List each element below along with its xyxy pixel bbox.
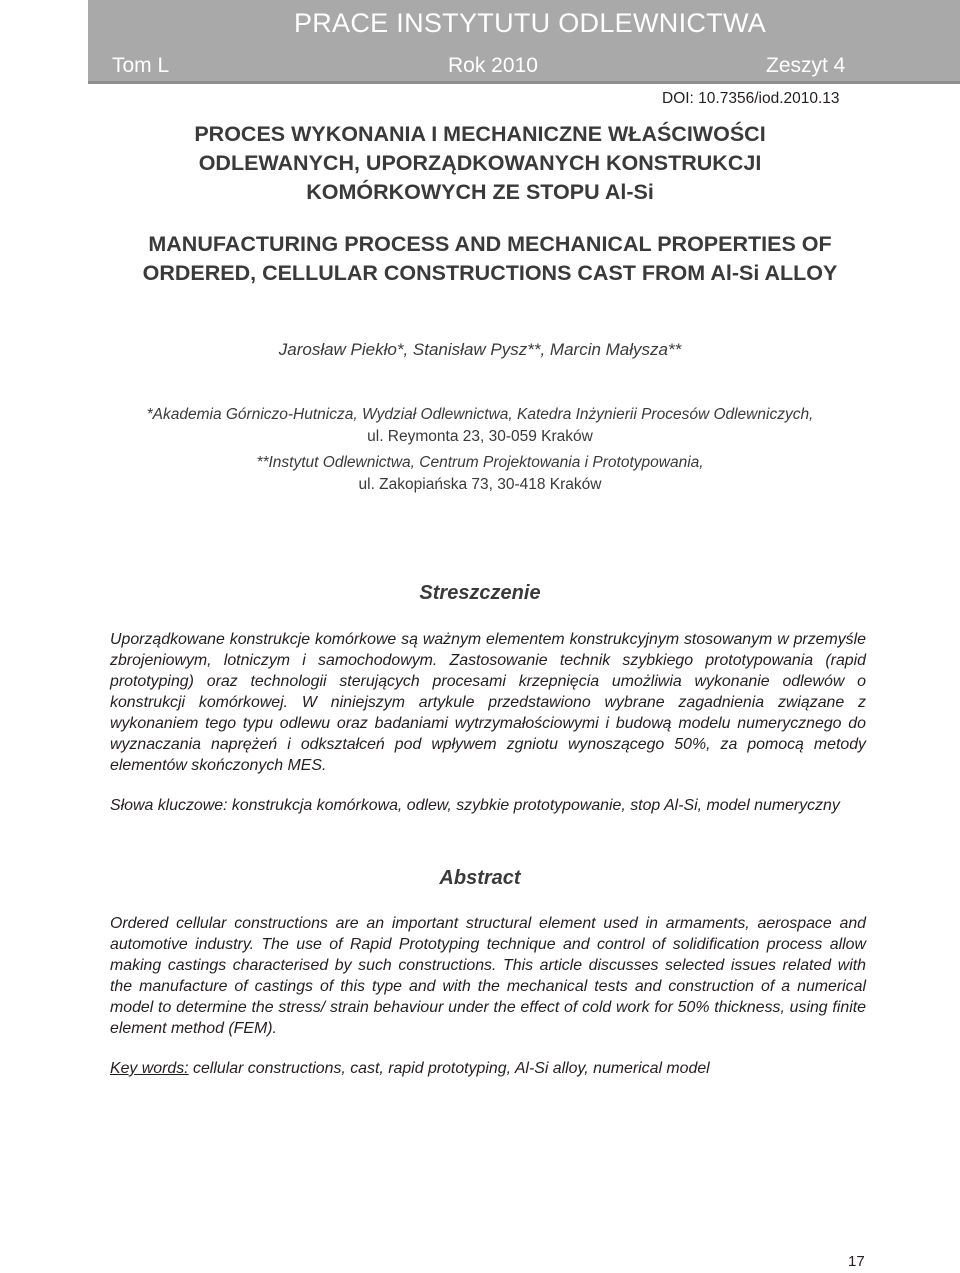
affiliation-first-line2: ul. Reymonta 23, 30-059 Kraków [367, 428, 593, 445]
keywords-polish-label: Słowa kluczowe: [110, 797, 228, 814]
year-label: Rok 2010 [448, 54, 538, 77]
abstract-paragraph: Ordered cellular constructions are an important structural element used in armaments, aerospace and automotive industry. The use of Rapid Prototyping technique and control of solidification process allow making castings characterised by such constructions. This article discusses selected issues related with the manufacture of castings of this type and with the mechanical tests and construction of a numerical model to determine the stress/ strain behaviour under the effect of cold work for 50% thickness, using finite element method (FEM). [110, 915, 866, 1037]
affiliation-first-line1: *Akademia Górniczo-Hutnicza, Wydział Odlewnictwa, Katedra Inżynierii Procesów Odlewniczych, [146, 406, 814, 423]
volume-label: Tom L [112, 54, 170, 77]
affiliation-second-line2: ul. Zakopiańska 73, 30-418 Kraków [358, 476, 602, 493]
article-title-polish: PROCES WYKONANIA I MECHANICZNE WŁAŚCIWOŚCI ODLEWANYCH, UPORZĄDKOWANYCH KONSTRUKCJI KOMÓRKOWYCH ZE STOPU Al-Si [194, 122, 766, 204]
streszczenie-text-regular: W niniejszym artykule przedstawiono wybrane zagadnienia związane z wykonaniem tego typu odlewu oraz badaniami wytrzymałościowymi i budową modelu numerycznego do wyznaczania naprężeń i odkształceń pod wpływem zgniotu wynoszącego 50%, za pomocą metody elementów skończonych MES. [110, 694, 866, 774]
streszczenie-paragraph [110, 629, 866, 776]
affiliation-first [60, 404, 900, 448]
abstract-heading: Abstract [439, 867, 521, 889]
page-number: 17 [848, 1253, 865, 1270]
keywords-english-text: cellular constructions, cast, rapid prototyping, Al-Si alloy, numerical model [188, 1060, 710, 1077]
doi-link[interactable]: DOI: 10.7356/iod.2010.13 [662, 90, 840, 107]
keywords-english-label: Key words: [110, 1060, 189, 1077]
affiliation-second-line1: **Instytut Odlewnictwa, Centrum Projektowania i Prototypowania, [256, 454, 704, 471]
article-title-english: MANUFACTURING PROCESS AND MECHANICAL PROPERTIES OF ORDERED, CELLULAR CONSTRUCTIONS CAST FROM Al-Si ALLOY [142, 232, 838, 285]
journal-header-banner [88, 0, 960, 84]
issue-label: Zeszyt 4 [766, 54, 846, 77]
streszczenie-heading: Streszczenie [419, 582, 541, 604]
journal-title: PRACE INSTYTUTU ODLEWNICTWA [293, 8, 767, 38]
keywords-polish-text: konstrukcja komórkowa, odlew, szybkie prototypowanie, stop Al-Si, model numeryczny [227, 797, 840, 814]
keywords-english [110, 1058, 866, 1079]
keywords-polish [110, 795, 866, 816]
author-list: Jarosław Piekło*, Stanisław Pysz**, Marcin Małysza** [278, 340, 682, 359]
streszczenie-text-italic: Uporządkowane konstrukcje komórkowe są ważnym elementem konstrukcyjnym stosowanym w przemyśle zbrojeniowym, lotniczym i samochodowym. Zastosowanie technik szybkiego prototypowania (rapid prototyping) oraz technologii sterujących procesami krzepnięcia umożliwia wykonanie odlewów o konstrukcji komórkowej. [110, 631, 866, 711]
affiliation-second [60, 452, 900, 496]
